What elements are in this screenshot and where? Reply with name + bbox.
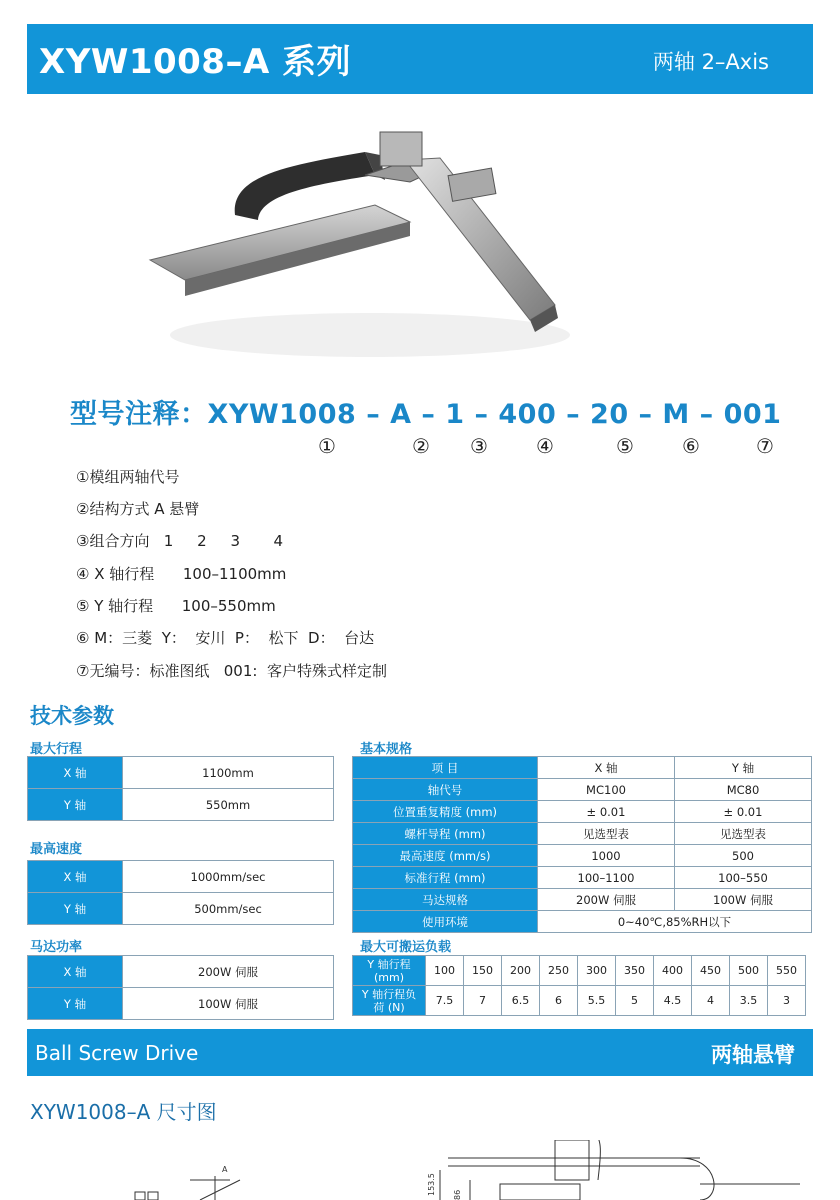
stroke-cell: 500 [730, 956, 768, 986]
value-cell: 550mm [123, 789, 334, 821]
marker-5: ⑤ [616, 434, 634, 458]
y-cell: 100–550 [675, 867, 812, 889]
env-cell: 0~40℃,85%RH以下 [538, 911, 812, 933]
y-cell: ± 0.01 [675, 801, 812, 823]
axis-subtitle: 两轴 2–Axis [652, 50, 769, 74]
max-speed-label: 最高速度 [30, 842, 83, 857]
x-cell: ± 0.01 [538, 801, 675, 823]
legend-item-6: ⑥ M：三菱 Y： 安川 P： 松下 D： 台达 [76, 629, 375, 647]
table-row [353, 889, 812, 911]
axis-cell: Y 轴 [28, 893, 123, 925]
item-cell: 最高速度 (mm/s) [353, 845, 538, 867]
y-cell: 100W 伺服 [675, 889, 812, 911]
load-cell: 6 [540, 986, 578, 1016]
marker-1: ① [318, 434, 336, 458]
load-cell: 3.5 [730, 986, 768, 1016]
load-cell: 4.5 [654, 986, 692, 1016]
table-row [28, 789, 334, 821]
table-row [28, 956, 334, 988]
legend-item-5: ⑤ Y 轴行程 100–550mm [76, 597, 276, 615]
marker-3: ③ [470, 434, 488, 458]
basic-spec-table [352, 756, 812, 933]
max-load-label: 最大可搬运负载 [360, 940, 452, 955]
table-row [353, 779, 812, 801]
x-cell: 1000 [538, 845, 675, 867]
item-cell: 马达规格 [353, 889, 538, 911]
x-cell: 100–1100 [538, 867, 675, 889]
marker-6: ⑥ [682, 434, 700, 458]
stroke-cell: 100 [426, 956, 464, 986]
table-row [28, 988, 334, 1020]
table-row [353, 757, 812, 779]
marker-4: ④ [536, 434, 554, 458]
item-cell: 螺杆导程 (mm) [353, 823, 538, 845]
drive-type-label: Ball Screw Drive [35, 1041, 199, 1065]
table-row [353, 956, 806, 986]
dimension-mark-height: 153.5 [427, 1173, 436, 1196]
header-cell: 项 目 [353, 757, 538, 779]
x-cell: 见选型表 [538, 823, 675, 845]
item-cell: 标准行程 (mm) [353, 867, 538, 889]
table-row [353, 801, 812, 823]
dimension-title: XYW1008–A 尺寸图 [30, 1100, 217, 1124]
x-cell: 200W 伺服 [538, 889, 675, 911]
axis-cell: Y 轴 [28, 789, 123, 821]
load-cell: 3 [768, 986, 806, 1016]
stroke-label-cell: Y 轴行程 (mm) [353, 956, 426, 986]
value-cell: 100W 伺服 [123, 988, 334, 1020]
axis-cell: X 轴 [28, 861, 123, 893]
max-stroke-label: 最大行程 [30, 742, 83, 757]
item-cell: 位置重复精度 (mm) [353, 801, 538, 823]
series-title: XYW1008–A 系列 [39, 42, 352, 82]
max-load-table [352, 955, 806, 1016]
stroke-cell: 200 [502, 956, 540, 986]
load-cell: 5.5 [578, 986, 616, 1016]
y-cell: 见选型表 [675, 823, 812, 845]
axis-cell: X 轴 [28, 757, 123, 789]
arm-type-label: 两轴悬臂 [711, 1043, 795, 1067]
value-cell: 500mm/sec [123, 893, 334, 925]
y-cell: MC80 [675, 779, 812, 801]
axis-cell: X 轴 [28, 956, 123, 988]
motor-power-table [27, 955, 334, 1020]
model-code [70, 392, 781, 431]
dimension-mark-width: 86 [453, 1189, 462, 1200]
marker-7: ⑦ [756, 434, 774, 458]
table-row [353, 911, 812, 933]
item-cell: 轴代号 [353, 779, 538, 801]
legend-item-4: ④ X 轴行程 100–1100mm [76, 565, 287, 583]
table-row [28, 861, 334, 893]
table-row [353, 986, 806, 1016]
model-label: 型号注释： [70, 399, 208, 430]
stroke-cell: 550 [768, 956, 806, 986]
dimension-mark-a: A [222, 1165, 228, 1174]
stroke-cell: 400 [654, 956, 692, 986]
stroke-cell: 250 [540, 956, 578, 986]
legend-item-2: ②结构方式 A 悬臂 [76, 500, 200, 518]
top-banner [27, 24, 813, 94]
load-cell: 5 [616, 986, 654, 1016]
stroke-cell: 300 [578, 956, 616, 986]
motor-power-label: 马达功率 [30, 940, 83, 955]
value-cell: 200W 伺服 [123, 956, 334, 988]
load-label-cell: Y 轴行程负 荷 (N) [353, 986, 426, 1016]
legend-item-1: ①模组两轴代号 [76, 468, 180, 486]
max-stroke-table [27, 756, 334, 821]
y-cell: 500 [675, 845, 812, 867]
load-cell: 6.5 [502, 986, 540, 1016]
item-cell: 使用环境 [353, 911, 538, 933]
table-row [353, 845, 812, 867]
axis-cell: Y 轴 [28, 988, 123, 1020]
stroke-cell: 450 [692, 956, 730, 986]
model-code-text: XYW1008 – A – 1 – 400 – 20 – M – 001 [207, 399, 782, 430]
header-cell: X 轴 [538, 757, 675, 779]
load-cell: 7.5 [426, 986, 464, 1016]
legend-item-7: ⑦无编号：标准图纸 001: 客户特殊式样定制 [76, 662, 387, 680]
load-cell: 4 [692, 986, 730, 1016]
load-cell: 7 [464, 986, 502, 1016]
table-row [28, 893, 334, 925]
tech-params-title: 技术参数 [30, 704, 114, 728]
marker-2: ② [412, 434, 430, 458]
table-row [353, 867, 812, 889]
basic-spec-label: 基本规格 [360, 742, 413, 757]
value-cell: 1000mm/sec [123, 861, 334, 893]
header-cell: Y 轴 [675, 757, 812, 779]
x-cell: MC100 [538, 779, 675, 801]
table-row [353, 823, 812, 845]
product-illustration [140, 120, 580, 370]
stroke-cell: 150 [464, 956, 502, 986]
stroke-cell: 350 [616, 956, 654, 986]
dimension-drawing [0, 1140, 840, 1200]
legend-item-3: ③组合方向 1 2 3 4 [76, 532, 283, 550]
drive-banner [27, 1029, 813, 1076]
max-speed-table [27, 860, 334, 925]
table-row [28, 757, 334, 789]
value-cell: 1100mm [123, 757, 334, 789]
